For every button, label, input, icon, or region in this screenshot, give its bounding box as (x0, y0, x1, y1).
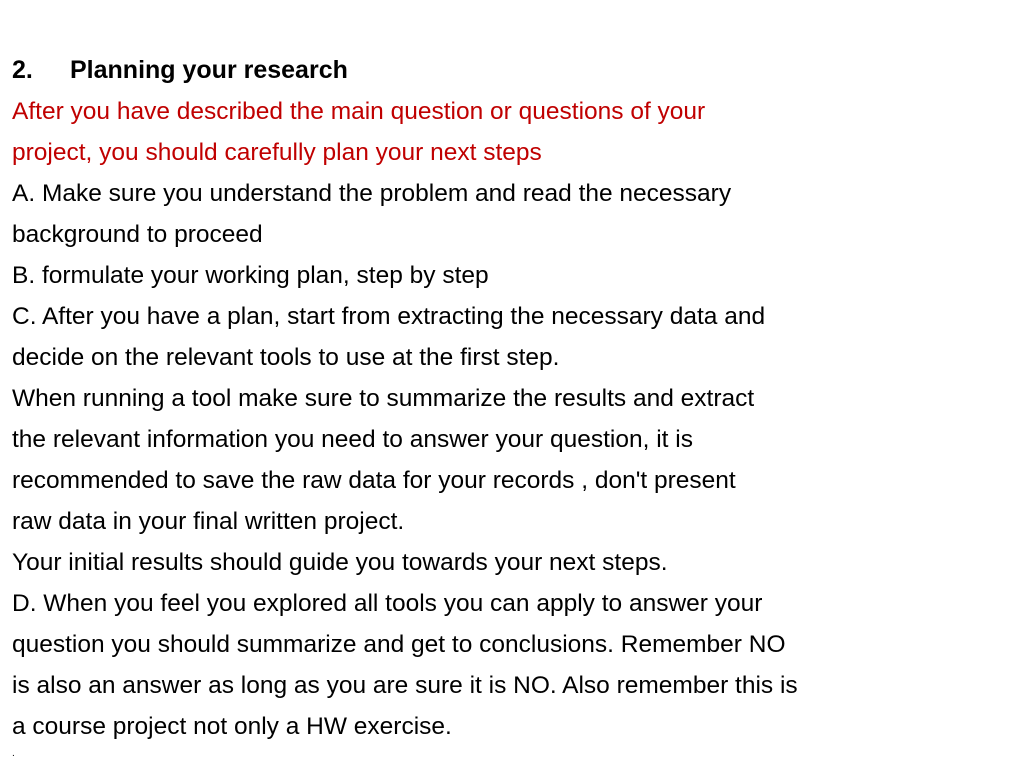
body-line: a course project not only a HW exercise. (12, 713, 452, 740)
slide-body (12, 91, 1012, 747)
section-title: Planning your research (70, 56, 348, 84)
body-line: recommended to save the raw data for your records , don't present (12, 467, 736, 494)
body-line: D. When you feel you explored all tools you can apply to answer your (12, 590, 763, 617)
footer-mark: . (12, 748, 15, 759)
body-line: question you should summarize and get to conclusions. Remember NO (12, 631, 786, 658)
body-line: B. formulate your working plan, step by step (12, 262, 489, 289)
intro-line: project, you should carefully plan your next steps (12, 139, 542, 166)
body-line: background to proceed (12, 221, 263, 248)
intro-line: After you have described the main question or questions of your (12, 98, 706, 125)
body-line: decide on the relevant tools to use at the first step. (12, 344, 560, 371)
body-line: C. After you have a plan, start from extracting the necessary data and (12, 303, 766, 330)
section-heading (12, 50, 1012, 91)
body-line: the relevant information you need to answer your question, it is (12, 426, 693, 453)
body-line: Your initial results should guide you towards your next steps. (12, 549, 668, 576)
body-line: When running a tool make sure to summarize the results and extract (12, 385, 755, 412)
body-line: raw data in your final written project. (12, 508, 405, 535)
slide-content (12, 50, 1012, 747)
section-number: 2. (12, 56, 33, 84)
body-line: A. Make sure you understand the problem and read the necessary (12, 180, 732, 207)
body-line: is also an answer as long as you are sure it is NO. Also remember this is (12, 672, 798, 699)
